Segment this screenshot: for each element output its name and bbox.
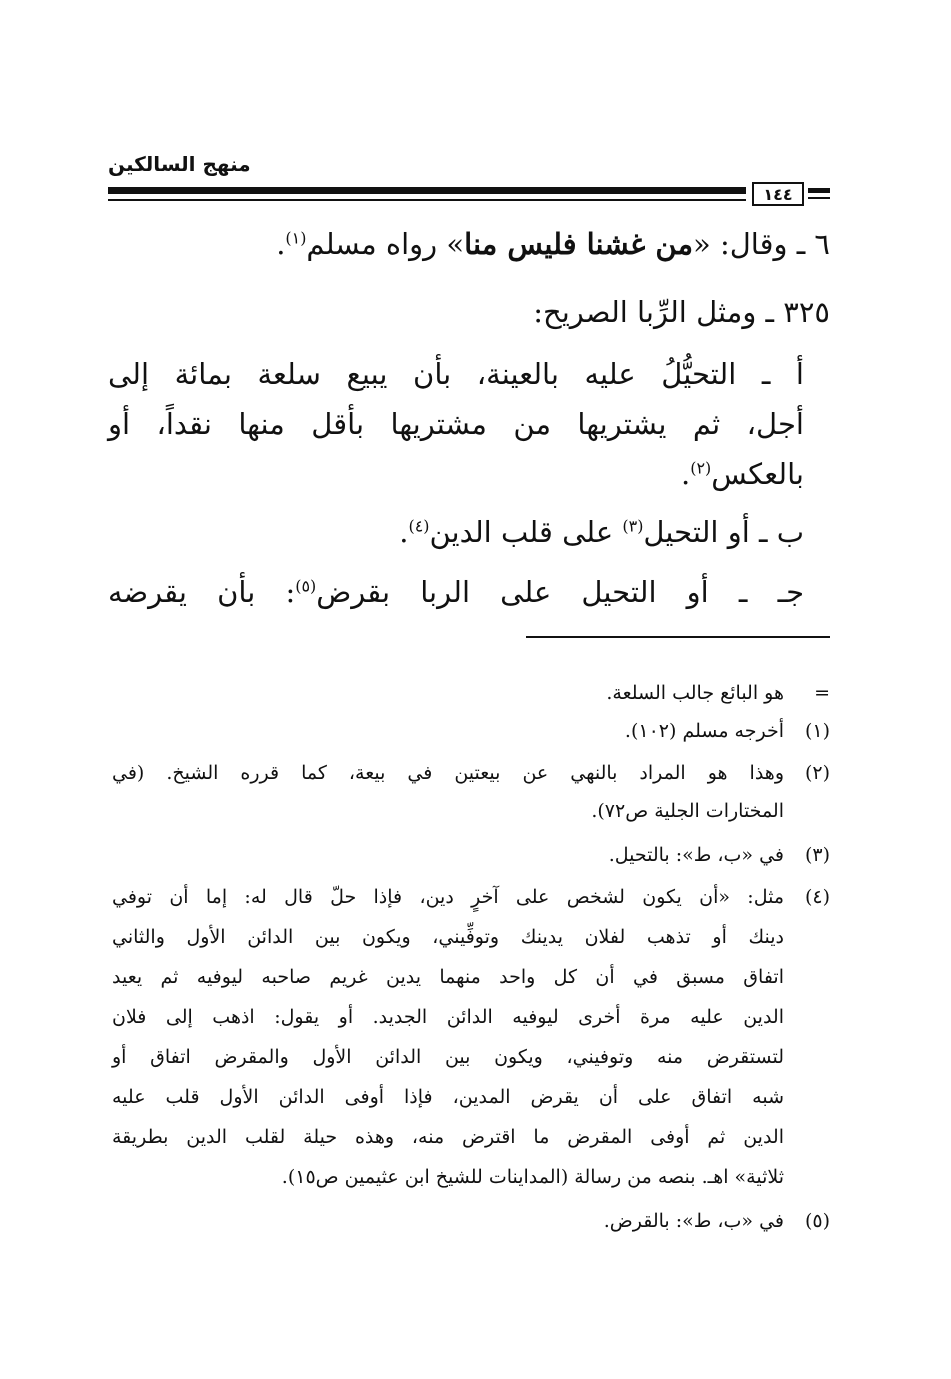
footnote-4-row-2 xyxy=(108,922,830,952)
ba-end: . xyxy=(399,515,409,549)
footnote-ref-1: (١) xyxy=(285,228,307,248)
hadith-end: . xyxy=(276,227,286,261)
footnote-1-number: (١) xyxy=(804,720,830,742)
jim-suffix: : بأن يقرضه xyxy=(108,575,296,609)
ba-mid: على قلب الدين xyxy=(429,515,623,549)
page-number-rule-top xyxy=(808,188,830,193)
footnote-4-line-1: مثل: «أن يكون لشخص على آخرٍ دين، فإذا حلّ قال له: إما أن توفي xyxy=(112,886,784,908)
footnote-5-text: في «ب، ط»: بالقرض. xyxy=(603,1210,784,1232)
hadith-suffix: » رواه مسلم xyxy=(306,227,465,261)
page-number-rule-bottom xyxy=(808,197,830,199)
footnote-4-line-3: اتفاق مسبق في أن كل واحد منهما يدين غريم صاحبه ليوفيه ثم يعيد xyxy=(112,966,784,988)
running-header-title: منهج السالكين xyxy=(108,152,251,176)
footnote-continuation xyxy=(108,678,830,708)
footnote-3-number: (٣) xyxy=(804,844,830,866)
footnote-2 xyxy=(108,758,830,788)
footnote-4-row-4 xyxy=(108,1002,830,1032)
footnote-4-line-4: الدين عليه مرة أخرى ليوفيه الدائن الجديد. أو يقول: اذهب إلى فلان xyxy=(112,1006,784,1028)
footnote-ref-2: (٢) xyxy=(690,458,712,478)
footnote-2-line-1: وهذا هو المراد بالنهي عن بيعتين في بيعة، كما قرره الشيخ. (في xyxy=(112,762,784,784)
continuation-marker: = xyxy=(814,682,830,704)
footnote-4-row-5 xyxy=(108,1042,830,1072)
footnote-2-number: (٢) xyxy=(804,762,830,784)
page-number: ١٤٤ xyxy=(752,182,804,206)
footnote-1 xyxy=(108,716,830,746)
alef-line-1: أ ـ التحيُّلُ عليه بالعينة، بأن يبيع سلعة بمائة إلى xyxy=(108,357,804,391)
ba-line xyxy=(108,510,804,554)
footnote-1-text: أخرجه مسلم (١٠٢). xyxy=(624,720,784,742)
footnote-ref-4: (٤) xyxy=(408,516,430,536)
header-rule-thin xyxy=(108,199,746,201)
footnote-ref-3: (٣) xyxy=(622,516,644,536)
footnote-4-line-7: الدين ثم أوفى المقرض ما اقترض منه، وهذه حيلة لقلب الدين بطريقة xyxy=(112,1126,784,1148)
continuation-text: هو البائع جالب السلعة. xyxy=(606,682,784,704)
footnote-4-row-7 xyxy=(108,1122,830,1152)
footnote-4 xyxy=(108,882,830,912)
ba-prefix: ب ـ أو التحيل xyxy=(643,515,804,549)
hadith-quote: من غشنا فليس منا xyxy=(464,227,693,261)
item-heading: ٣٢٥ ـ ومثل الرِّبا الصريح: xyxy=(533,295,830,329)
footnote-4-line-2: دينك أو تذهب لفلان يدينك وتوفِّيني، ويكون بين الدائن الأول والثاني xyxy=(112,926,784,948)
hadith-prefix: ٦ ـ وقال: « xyxy=(692,227,830,261)
footnote-5 xyxy=(108,1206,830,1236)
jim-prefix: جـ ـ أو التحيل على الربا بقرض xyxy=(316,575,804,609)
alef-end: . xyxy=(681,457,691,491)
footnote-4-row-6 xyxy=(108,1082,830,1112)
footnote-4-line-5: لتستقرض منه وتوفيني، ويكون بين الدائن الأول والمقرض اتفاق أو xyxy=(112,1046,784,1068)
alef-line-3 xyxy=(108,452,804,496)
alef-line-3-text: بالعكس xyxy=(711,457,804,491)
footnote-3 xyxy=(108,840,830,870)
footnote-4-line-6: شبه اتفاق على أن يقرض المدين، فإذا أوفى الدائن الأول قلب عليه xyxy=(112,1086,784,1108)
jim-line xyxy=(108,570,804,614)
header-rule-thick xyxy=(108,187,746,194)
footnote-5-number: (٥) xyxy=(804,1210,830,1232)
footnote-4-number: (٤) xyxy=(804,886,830,908)
footnote-ref-5: (٥) xyxy=(295,576,317,596)
footnote-divider xyxy=(526,636,830,638)
alef-line-2: أجل، ثم يشتريها من مشتريها بأقل منها نقداً، أو xyxy=(108,407,804,441)
footnote-2-line-2: المختارات الجلية ص٧٢). xyxy=(591,800,784,822)
footnote-3-text: في «ب، ط»: بالتحيل. xyxy=(608,844,784,866)
footnote-4-row-3 xyxy=(108,962,830,992)
footnote-4-line-8: ثلاثية» اهـ. بنصه من رسالة (المداينات للشيخ ابن عثيمين ص١٥). xyxy=(281,1166,784,1188)
hadith-line xyxy=(108,222,830,266)
